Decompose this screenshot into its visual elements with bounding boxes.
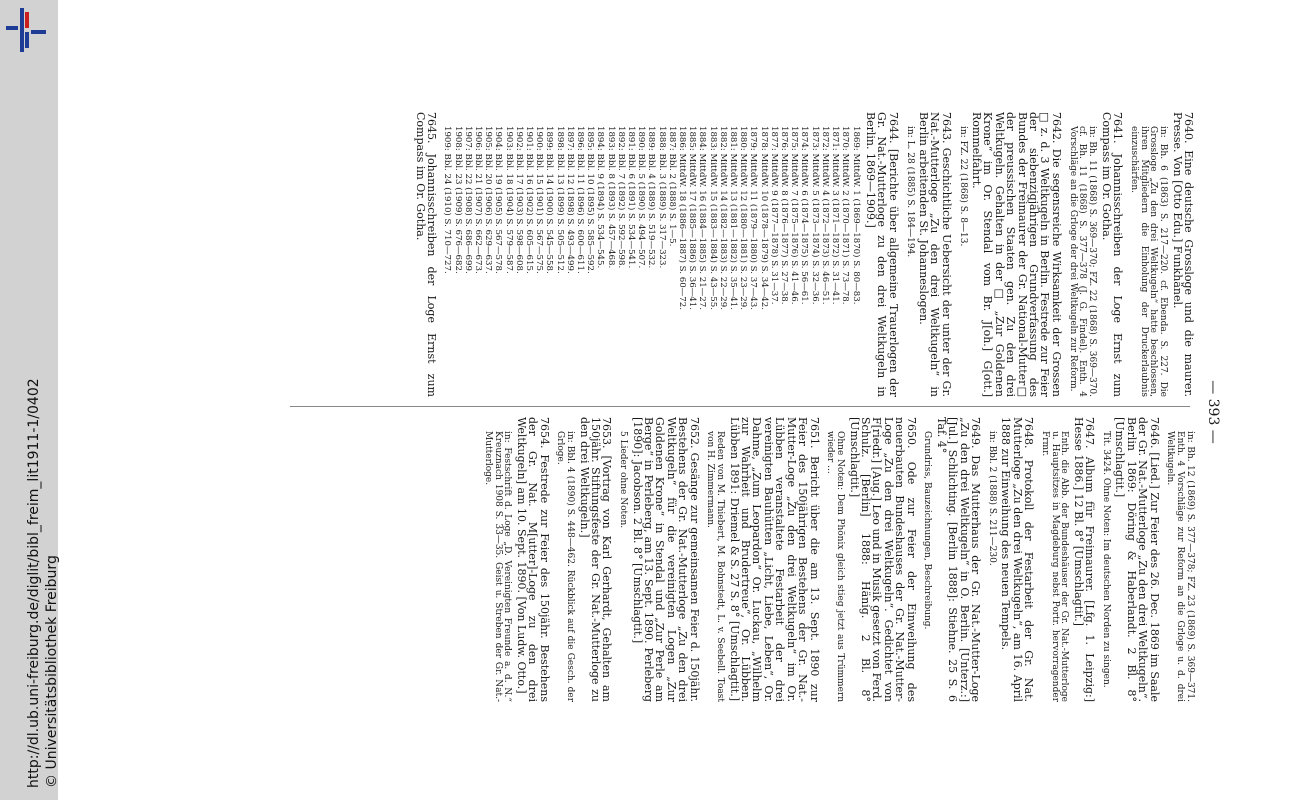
entry-7648-note: in: Bbl. 2 (1888) S. 211—230. <box>986 431 997 566</box>
entry-7654-note: in: Festschrift d. Loge „D. Vereinigten Freunde a. d. N.“ Kreuznach 1908 S. 33—35. Geist u. Streben der Gr. Nat.-Mutterloge. <box>482 431 513 702</box>
entry-7644-list: 1869: MittdW. 1 (1869—1870) S. 80—83. 1870: MittdW. 2 (1870—1871) S. 73—78. 1871: MittdW. 3 (1871—1872) S. 31—41. 1872: MittdW. 4 (1872—1873) S. 46—51. 1873: MittdW. 5 (1873—1874) S. 32—36. 1874: MittdW. 6 (1874—1875) S. 56—61. 1875: MittdW. 7 (1875—1876) S. 41—46. 1876: MittdW. 8 (1876—1877) S. 27—38. 1877: MittdW. 9 (1877—1878) S. 31—37. 1878: MittdW. 10 (1878—1879) S. 34—42. 1879: MittdW. 11 (1879—1880) S. 37—43. 1880: MittdW. 12 (1880—1881) S. 23—29. 1881: MittdW. 13 (1881—1882) S. 35—41. 1882: MittdW. 14 (1882—1883) S. 22—29. 1883: MittdW. 15 (1883—1884) S. 43—55. 1884: MittdW. 16 (1884—1885) S. 21—27. 1885: MittdW. 17 (1885—1886) S. 36—41. 1886: MittdW. 18 (1886—1887) S. 60—72. 1887: Bbl. 2 (1888) S. 1—5. 1888: Bbl. 3 (1889) S. 317—323. 1889: Bbl. 4 (1889) S. 519—532. 1890: Bbl. 5 (1890) S. 494—507. 1891: Bbl. 6 (1891) S. 534—541. 1892: Bbl. 7 (1892) S. 592—598. 1893: Bbl. 8 (1893) S. 457—468. 1894: Bbl. 9 (1894) S. 534—545. 1895: Bbl. 10 (1895) S. 585—592. 1896: Bbl. 11 (1896) S. 600—611. 1897: Bbl. 12 (1898) S. 493—499. 1898: Bbl. 13 (1899) S. 505—512. 1899: Bbl. 14 (1900) S. 545—558. 1900: Bbl. 15 (1901) S. 567—575. 1901: Bbl. 16 (1902) S. 605—615. 1902: Bbl. 17 (1903) S. 598—608. 1903: Bbl. 18 (1904) S. 579—587. 1904: Bbl. 19 (1905) S. 567—578. 1905: Bbl. 20 (1906) S. 629—637. 1906: Bbl. 21 (1907) S. 662—673. 1907: Bbl. 22 (1908) S. 686—699. 1908: Bbl. 23 (1909) S. 676—682. 1909: Bbl. 24 (1910) S. 710—727. <box>442 126 861 310</box>
entry-7641: 7641. Johannisschreiben der Loge Ernst zum Compass im Or. Gotha. <box>1099 112 1124 397</box>
entry-7646-note: Tit. 3424. Ohne Noten: Im deutschen Norden zu singen. <box>1100 431 1111 688</box>
entry-7647-note: Enth. die Abb. der Bundeshäuser der Gr. Nat.-Mutterloge u. Hauptsitzes in Magdeburg nebst Portr. hervorragender Frmr. <box>1039 431 1070 702</box>
source-url[interactable]: http://dl.ub.uni-freiburg.de/diglit/bibl_freim_lit1911-1/0402 <box>26 378 42 788</box>
library-logo-icon[interactable] <box>6 8 50 52</box>
entry-7642: 7642. Die segensreiche Wirksamkeit der Grossen □ z. d. 3 Weltkugeln in Berlin. Festrede zur Feier der siebenzigjährigen Grundverfassung des Bundes der Freimaurer der Gr. National-Mutter□ der preussischen Staaten gen. Zu den drei Weltkugeln. Gehalten in der □ „Zur Goldenen Krone“ im Or. Stendal vom Br. J[oh.] G[ott.] Rommelfahrt. <box>969 112 1063 397</box>
copyright-notice: © Universitätsbibliothek Freiburg <box>44 555 60 788</box>
left-column <box>410 112 1194 397</box>
entry-7646: 7646. [Lied.] Zur Feier des 26. Dec. 1869 im Saale der Gr. Nat.-Mutterloge „Zu den drei Weltkugeln“. Berlin 1869: Döring & Haberlandt. 2 Bl. 8° [Umschlagtit.] <box>1113 417 1161 702</box>
entry-7653-note: in: Bbl. 4 (1890) S. 448—462. Rückblick auf die Gesch. der Grloge. <box>555 431 576 702</box>
entry-7648: 7648. Protokoll der Festarbeit der Gr. Nat. Mutterloge „Zu den drei Weltkugeln“, am 16. April 1888 zur Einweihung des neuen Tempels. <box>999 417 1035 702</box>
entry-7643: 7643. Geschichtliche Uebersicht der unter der Gr. Nat.-Mutterloge „Zu den drei Weltkugeln“ in Berlin arbeitenden St. Johanneslogen. <box>916 112 953 397</box>
entry-7650: 7650. Ode zur Feier der Einweihung des neuerbauten Bundeshauses der Gr. Nat.-Mutter-Loge „Zu den drei Weltkugeln“. Gedichtet von F[riedr.] [Aug.] Leo und in Musik gesetzt von Ferd. Schulz. [Berlin] 1888: Hänig. 2 Bl. 8° [Umschlagtit.] <box>847 417 918 702</box>
entry-7642-note: in: FZ. 22 (1868) S. 8—13. <box>957 126 968 247</box>
entry-7653: 7653. [Vortrag von Karl Gerhardt, Gehalten am 150jähr. Stiftungsfeste der Gr. Nat.-Mutterloge zu den drei Weltkugeln.] <box>577 417 614 702</box>
entry-7651-note: Reden von M. Thiebert, M. Bohnstedt, L. v. Seebell. Toast von H. Zimmermann. <box>705 431 726 702</box>
rotated-page-content <box>268 112 1221 712</box>
entry-7651: 7651. Bericht über die am 13. Sept. 1890 zur Feier des 150jährigen Bestehens der Gr. Nat.-Mutter-Loge „Zu den drei Weltkugeln“ im Or. Lübben veranstaltete Festarbeit der drei vereinigten Bauhütten „Licht, Liebe, Leben“, Or. Dahme, „Zum Leopardon“ Or. Luckau, „Wilhelm zur Wahrheit und Brudertreue“, Or. Lübben. Lübben 1891: Driemel & S. 27 S. 8° [Umschlagtit.] <box>727 417 821 702</box>
column-divider <box>290 406 1190 407</box>
entry-7640-note: in: Bh. 6 (1863) S. 217—220. cf. Ebenda. S. 227. Die Grossloge „Zu den drei Weltkugeln“ hatte beschlossen, ihren Mitgliedern die Einholung der Druckerlaubnis einzuschärfen. <box>1128 126 1169 397</box>
entry-7650-note: Ohne Noten: Dem Phönix gleich stieg jetzt aus Trümmern wieder ... <box>825 431 846 702</box>
entry-7645: 7645. Johannisschreiben der Loge Ernst zum Compass im Or. Gotha. <box>413 112 439 397</box>
entry-7644: 7644. [Berichte über allgemeine Trauerlogen der Gr. Nat.-Mutterloge zu den drei Weltkugeln in Berlin. 1869—1909.] <box>863 112 900 397</box>
entry-7641-note: in: Bh. 11 (1868) S. 369—370; FZ. 22 (1868) S. 369—370. cf. Bh. 11 (1868) S. 377—378 (J. G. Findel). Enth. 4 Vorschläge an die Grloge der drei Weltkugeln zur Reform. <box>1067 126 1098 397</box>
viewer-sidebar <box>0 0 58 800</box>
entry-7652: 7652. Gesänge zur gemeinsamen Feier d. 150jähr. Bestehens der Gr. Nat.-Mutterloge „Zu den drei Weltkugeln“ für die vereinigten Logen „Zur Goldenen Krone“ in Stendal und „Zur Perle am Berge“ in Perleberg, am 13. Sept. 1890. Perleberg [1890]: Jacobson. 2 Bl. 8° [Umschlagtit.] <box>630 417 701 702</box>
entry-7643-note: in: L. 28 (1885) S. 184—194. <box>904 126 915 258</box>
right-column <box>477 417 1194 702</box>
carryover-note: in: Bh. 12 (1869) S. 377—378; FZ. 23 (1869) S. 369—371. Enth. 4 Vorschläge zur Reform an die Grloge u. d. drei Weltkugeln. <box>1165 431 1195 702</box>
page-number-header: — 393 — <box>1205 380 1221 444</box>
entry-7649: 7649. Das Mutterhaus der Gr. Nat.-Mutter-Loge „Zu den drei Weltkugeln“ in O. Berlin. [Unterz.:] [Jul.] Schlichting. [Berlin 1888]: Stiehne. 25 S. 6 Taf. 4° <box>934 417 982 702</box>
entry-7647: 7647. Album für Freimaurer. [Lfg. 1. Leipzig:] Hesse 1886.] 12 Bl. 8° [Umschlagtit.] <box>1071 417 1097 702</box>
entry-7649-note: Grundriss, Bauzeichnungen, Beschreibung. <box>922 431 933 630</box>
entry-7640: 7640. Eine deutsche Grossloge und die maurer. Presse. Von [Otto Edu.] Funkhänel. <box>1170 112 1195 397</box>
entry-7654: 7654. Festrede zur Feier des 150jähr. Bestehens der Gr. Nat. M[utter]-Loge zu den drei Weltkugeln] am 10. Sept. 1890. [Von Ludw. Otto.] <box>514 417 551 702</box>
entry-7652-note: 5 Lieder ohne Noten. <box>618 431 629 529</box>
scanned-page <box>58 0 1296 800</box>
